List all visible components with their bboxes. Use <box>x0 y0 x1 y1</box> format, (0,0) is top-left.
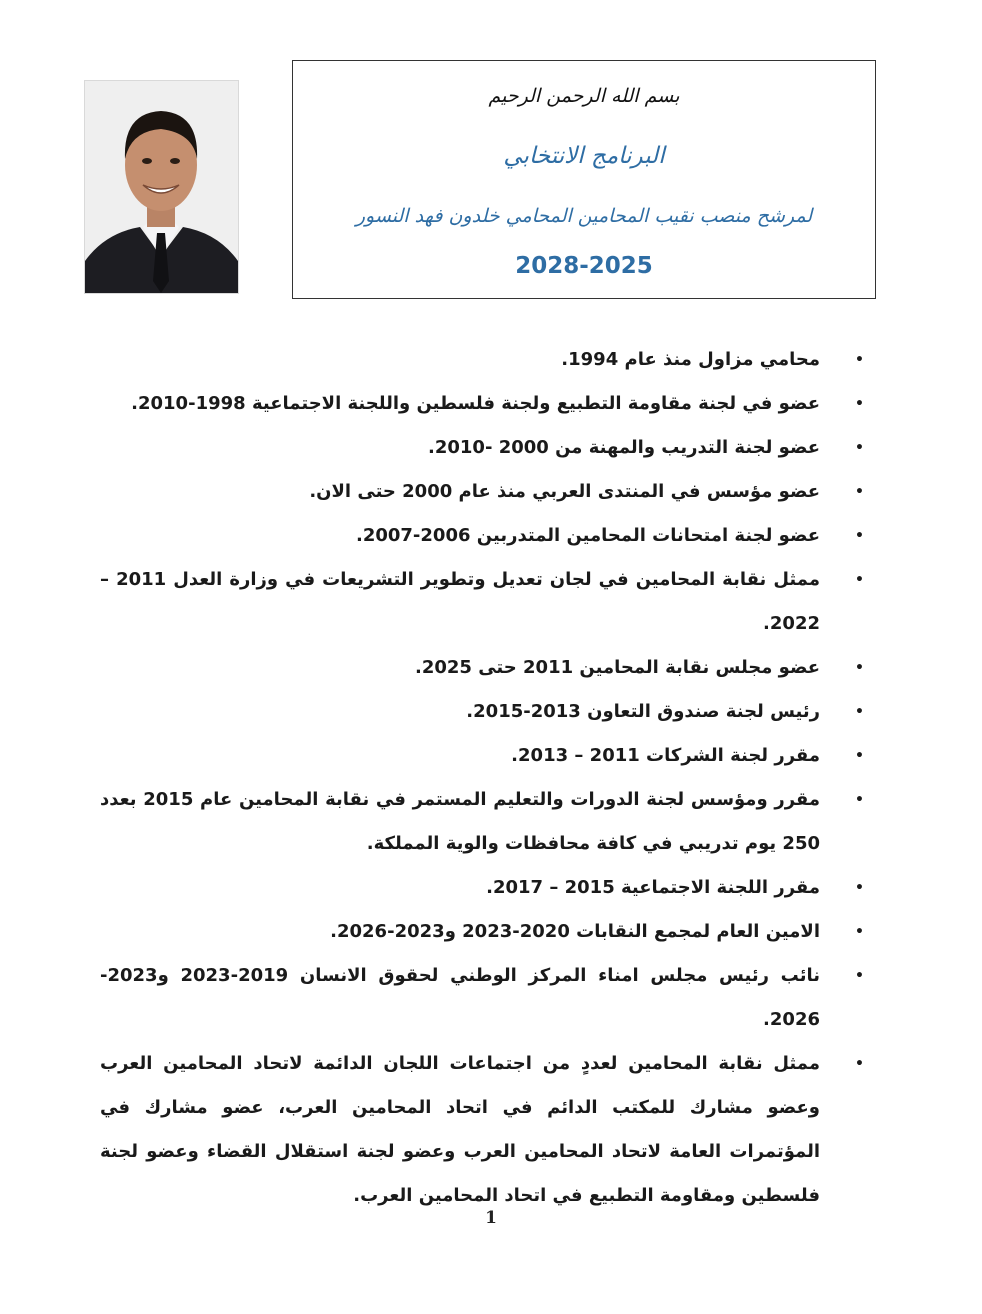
bullet-icon: • <box>855 704 864 720</box>
portrait-icon <box>85 81 238 293</box>
bullet-icon: • <box>855 660 864 676</box>
page-number: 1 <box>485 1208 497 1228</box>
list-item <box>100 646 864 690</box>
list-item <box>100 954 864 1042</box>
bullet-icon: • <box>855 484 864 500</box>
list-item-text: رئيس لجنة صندوق التعاون 2013-2015. <box>466 701 820 722</box>
bullet-icon: • <box>855 440 864 456</box>
list-item <box>100 470 864 514</box>
bullet-icon: • <box>855 748 864 764</box>
list-item-text: عضو في لجنة مقاومة التطبيع ولجنة فلسطين واللجنة الاجتماعية 1998-2010. <box>131 393 820 414</box>
list-item <box>100 866 864 910</box>
list-item <box>100 514 864 558</box>
list-item <box>100 382 864 426</box>
list-item <box>100 690 864 734</box>
term-years: 2028-2025 <box>515 253 653 279</box>
bullet-icon: • <box>855 792 864 808</box>
bullet-icon: • <box>855 572 864 588</box>
achievements-list <box>100 338 864 1218</box>
list-item-text: عضو لجنة امتحانات المحامين المتدربين 2006-2007. <box>355 525 820 546</box>
list-item-text: عضو مجلس نقابة المحامين 2011 حتى 2025. <box>415 657 820 678</box>
list-item-text: مقرر ومؤسس لجنة الدورات والتعليم المستمر في نقابة المحامين عام 2015 بعدد 250 يوم تدريبي في كافة محافظات والوية المملكة. <box>100 789 820 854</box>
bullet-icon: • <box>855 528 864 544</box>
list-item-text: مقرر اللجنة الاجتماعية 2015 – 2017. <box>486 877 820 898</box>
list-item <box>100 778 864 866</box>
bullet-icon: • <box>855 880 864 896</box>
bullet-icon: • <box>855 352 864 368</box>
candidate-line: لمرشح منصب نقيب المحامين المحامي خلدون فهد النسور <box>355 205 813 227</box>
list-item <box>100 338 864 382</box>
list-item-text: محامي مزاول منذ عام 1994. <box>561 349 820 370</box>
list-item-text: مقرر لجنة الشركات 2011 – 2013. <box>511 745 820 766</box>
candidate-photo <box>84 80 239 294</box>
bullet-icon: • <box>855 924 864 940</box>
list-item <box>100 426 864 470</box>
list-item <box>100 910 864 954</box>
bullet-icon: • <box>855 1056 864 1072</box>
basmala: بسم الله الرحمن الرحيم <box>488 85 680 107</box>
list-item <box>100 558 864 646</box>
list-item <box>100 1042 864 1218</box>
list-item-text: عضو لجنة التدريب والمهنة من 2000 -2010. <box>428 437 820 458</box>
program-title: البرنامج الانتخابي <box>503 143 665 169</box>
list-item-text: الامين العام لمجمع النقابات 2020-2023 و2023-2026. <box>330 921 820 942</box>
bullet-icon: • <box>855 968 864 984</box>
bullet-icon: • <box>855 396 864 412</box>
header-box <box>292 60 876 299</box>
list-item-text: نائب رئيس مجلس امناء المركز الوطني لحقوق الانسان 2019-2023 و2023-2026. <box>100 965 820 1030</box>
list-item-text: ممثل نقابة المحامين في لجان تعديل وتطوير التشريعات في وزارة العدل 2011 – 2022. <box>100 569 820 634</box>
list-item-text: عضو مؤسس في المنتدى العربي منذ عام 2000 حتى الان. <box>309 481 820 502</box>
list-item <box>100 734 864 778</box>
list-item-text: ممثل نقابة المحامين لعددٍ من اجتماعات اللجان الدائمة لاتحاد المحامين العرب وعضو مشارك للمكتب الدائم في اتحاد المحامين العرب، عضو مشارك في المؤتمرات العامة لاتحاد المحامين العرب وعضو لجنة استقلال القضاء وعضو لجنة فلسطين ومقاومة التطبيع في اتحاد المحامين العرب. <box>100 1053 820 1206</box>
